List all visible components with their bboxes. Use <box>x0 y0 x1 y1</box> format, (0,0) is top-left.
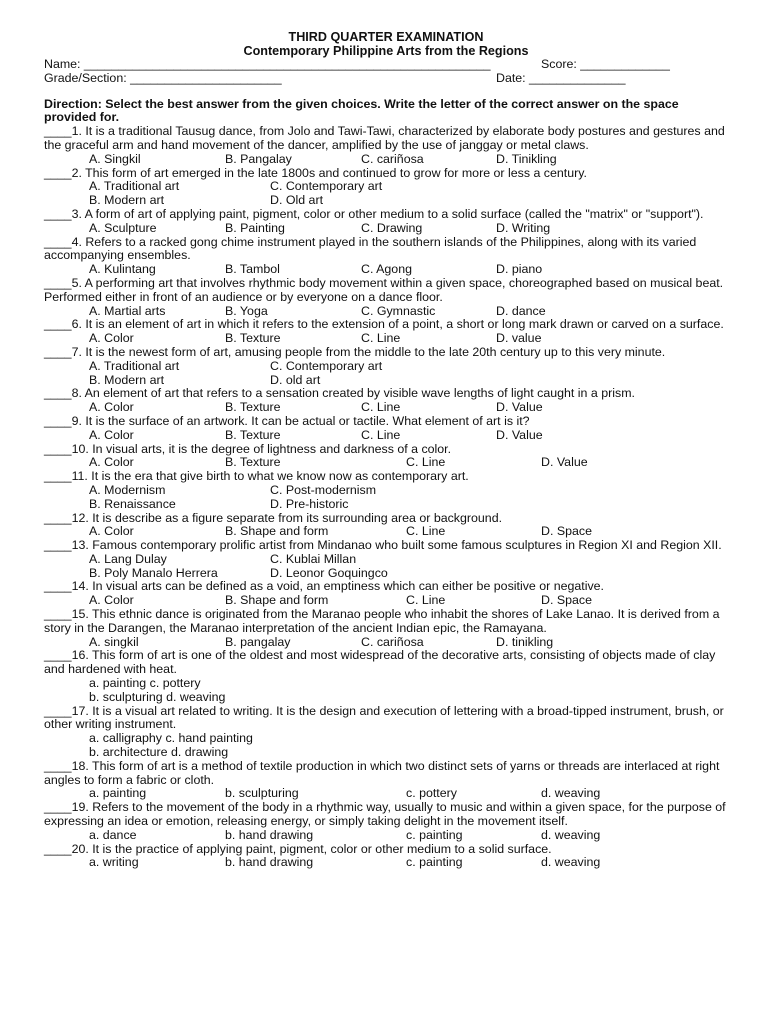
option-row <box>44 829 728 843</box>
question-item <box>44 236 728 277</box>
answer-option: C. Drawing <box>361 220 423 235</box>
option-row <box>44 732 728 746</box>
grade-date-row <box>44 72 728 86</box>
question-item <box>44 443 728 471</box>
question-text: ____18. This form of art is a method of textile production in which two distinct sets of yarns or threads are interlaced at right angles to form a fabric or cloth. <box>44 758 720 787</box>
answer-option: B. Texture <box>225 331 281 346</box>
answer-option: C. cariñosa <box>361 151 424 166</box>
name-field[interactable]: Name: ___________________________________________________________ <box>44 57 491 71</box>
answer-option: b. sculpturing <box>225 786 299 801</box>
answer-option: A. Color <box>89 593 134 608</box>
grade-section-field[interactable]: Grade/Section: ______________________ <box>44 70 282 85</box>
answer-option: A. Martial arts <box>89 303 166 318</box>
answer-option: A. Lang Dulay <box>89 551 167 566</box>
answer-option: b. architecture d. drawing <box>89 745 229 760</box>
answer-option: D. dance <box>496 303 546 318</box>
answer-option: A. Color <box>89 400 134 415</box>
answer-option: B. Painting <box>225 220 285 235</box>
answer-option: d. weaving <box>541 855 601 870</box>
answer-option: A. Color <box>89 427 134 442</box>
option-row <box>44 194 728 208</box>
question-list <box>44 125 728 870</box>
question-text: ____4. Refers to a racked gong chime instrument played in the southern islands of the Philippines, along with its varied accompanying ensembles. <box>44 234 697 263</box>
direction-text: Direction: Select the best answer from the given choices. Write the letter of the correct answer on the space provided for. <box>44 96 679 125</box>
answer-option: b. hand drawing <box>225 855 314 870</box>
question-text: ____12. It is describe as a figure separate from its surrounding area or background. <box>44 510 503 525</box>
option-row <box>44 677 728 691</box>
answer-option: B. Poly Manalo Herrera <box>89 565 218 580</box>
question-text: ____5. A performing art that involves rhythmic body movement within a given space, choreographed based on musical beat. Performed either in front of an audience or by everyone on a dance floor. <box>44 275 724 304</box>
exam-page <box>44 30 728 870</box>
question-text: ____14. In visual arts can be defined as a void, an emptiness which can either be positive or negative. <box>44 579 604 594</box>
answer-option: D. Value <box>496 400 543 415</box>
answer-option: D. Value <box>541 455 588 470</box>
option-row <box>44 153 728 167</box>
question-text: ____1. It is a traditional Tausug dance, from Jolo and Tawi-Tawi, characterized by elaborate body postures and gestures and the graceful arm and hand movement of the dancer, amplified by the use of janggay or metal claws. <box>44 124 725 152</box>
question-text: ____13. Famous contemporary prolific artist from Mindanao who built some famous sculptures in Region XI and Region XII. <box>44 538 722 553</box>
option-row <box>44 525 728 539</box>
answer-option: A. Singkil <box>89 151 141 166</box>
answer-option: D. Tinikling <box>496 151 557 166</box>
question-item <box>44 705 728 760</box>
option-row <box>44 374 728 388</box>
answer-option: D. old art <box>270 372 321 387</box>
answer-option: A. Color <box>89 331 134 346</box>
question-item <box>44 208 728 236</box>
option-row <box>44 305 728 319</box>
question-item <box>44 843 728 871</box>
answer-option: c. painting <box>406 855 463 870</box>
question-item <box>44 649 728 704</box>
answer-option: B. pangalay <box>225 634 291 649</box>
answer-option: D. Value <box>496 427 543 442</box>
option-row <box>44 787 728 801</box>
answer-option: b. sculpturing d. weaving <box>89 689 226 704</box>
question-text: ____9. It is the surface of an artwork. It can be actual or tactile. What element of art is it? <box>44 413 530 428</box>
date-field[interactable]: Date: ______________ <box>496 70 626 85</box>
answer-option: C. Post-modernism <box>270 482 377 497</box>
answer-option: C. Line <box>361 331 401 346</box>
option-row <box>44 222 728 236</box>
answer-option: D. value <box>496 331 542 346</box>
option-row <box>44 429 728 443</box>
answer-option: C. Contemporary art <box>270 179 383 194</box>
question-text: ____8. An element of art that refers to a sensation created by visible wave lengths of light caught in a prism. <box>44 386 635 401</box>
answer-option: D. tinikling <box>496 634 554 649</box>
question-item <box>44 470 728 511</box>
answer-option: a. painting c. pottery <box>89 676 201 691</box>
answer-option: D. Leonor Goquingco <box>270 565 388 580</box>
option-row <box>44 180 728 194</box>
question-text: ____11. It is the era that give birth to what we know now as contemporary art. <box>44 469 469 484</box>
option-row <box>44 484 728 498</box>
answer-option: b. hand drawing <box>225 827 314 842</box>
answer-option: B. Tambol <box>225 262 280 277</box>
answer-option: a. dance <box>89 827 137 842</box>
answer-option: d. weaving <box>541 786 601 801</box>
answer-option: B. Shape and form <box>225 524 329 539</box>
question-item <box>44 539 728 580</box>
exam-subtitle: Contemporary Philippine Arts from the Regions <box>243 44 529 58</box>
question-text: ____3. A form of art of applying paint, pigment, color or other medium to a solid surface (called the "matrix" or "support"). <box>44 206 704 221</box>
question-item <box>44 512 728 540</box>
answer-option: B. Texture <box>225 455 281 470</box>
score-field[interactable]: Score: _____________ <box>541 57 670 71</box>
answer-option: A. Color <box>89 455 134 470</box>
answer-option: D. Old art <box>270 193 324 208</box>
answer-option: D. piano <box>496 262 543 277</box>
question-text: ____7. It is the newest form of art, amusing people from the middle to the late 20th century up to this very minute. <box>44 344 666 359</box>
answer-option: A. Sculpture <box>89 220 157 235</box>
question-item <box>44 608 728 649</box>
question-text: ____19. Refers to the movement of the body in a rhythmic way, usually to music and within a given space, for the purpose of expressing an idea or emotion, releasing energy, or simply taking delight in the movement itself. <box>44 800 726 829</box>
answer-option: a. calligraphy c. hand painting <box>89 731 253 746</box>
answer-option: C. Line <box>406 455 446 470</box>
option-row <box>44 456 728 470</box>
option-row <box>44 691 728 705</box>
answer-option: B. Yoga <box>225 303 268 318</box>
answer-option: C. Line <box>361 427 401 442</box>
question-text: ____15. This ethnic dance is originated from the Maranao people who inhabit the shores of Lake Lanao. It is derived from a story in the Darangen, the Maranao interpretation of the ancient Indian epic, the Ramayana. <box>44 607 720 635</box>
option-row <box>44 360 728 374</box>
answer-option: C. cariñosa <box>361 634 424 649</box>
answer-option: B. Pangalay <box>225 151 292 166</box>
option-row <box>44 746 728 760</box>
question-item <box>44 415 728 443</box>
question-item <box>44 318 728 346</box>
answer-option: C. Line <box>361 400 401 415</box>
answer-option: B. Modern art <box>89 372 165 387</box>
answer-option: C. Gymnastic <box>361 303 436 318</box>
option-row <box>44 401 728 415</box>
question-text: ____6. It is an element of art in which it refers to the extension of a point, a short or long mark drawn or carved on a surface. <box>44 317 724 332</box>
question-text: ____16. This form of art is one of the oldest and most widespread of the decorative arts, consisting of objects made of clay and hardened with heat. <box>44 648 716 677</box>
option-row <box>44 636 728 650</box>
option-row <box>44 498 728 512</box>
answer-option: C. Line <box>406 524 446 539</box>
answer-option: a. writing <box>89 855 139 870</box>
answer-option: C. Kublai Millan <box>270 551 357 566</box>
name-score-row <box>44 58 728 72</box>
question-item <box>44 801 728 842</box>
answer-option: B. Texture <box>225 400 281 415</box>
option-row <box>44 553 728 567</box>
answer-option: D. Space <box>541 593 592 608</box>
answer-option: C. Contemporary art <box>270 358 383 373</box>
question-item <box>44 760 728 801</box>
question-item <box>44 277 728 318</box>
answer-option: d. weaving <box>541 827 601 842</box>
question-text: ____2. This form of art emerged in the late 1800s and continued to grow for more or less a century. <box>44 165 587 180</box>
answer-option: D. Space <box>541 524 592 539</box>
answer-option: D. Writing <box>496 220 551 235</box>
question-item <box>44 346 728 387</box>
answer-option: c. painting <box>406 827 463 842</box>
answer-option: A. Color <box>89 524 134 539</box>
question-text: ____17. It is a visual art related to writing. It is the design and execution of lettering with a broad-tipped instrument, brush, or other writing instrument. <box>44 703 724 732</box>
answer-option: B. Renaissance <box>89 496 176 511</box>
answer-option: A. Traditional art <box>89 179 180 194</box>
option-row <box>44 594 728 608</box>
question-item <box>44 125 728 166</box>
answer-option: A. singkil <box>89 634 139 649</box>
answer-option: B. Shape and form <box>225 593 329 608</box>
question-text: ____20. It is the practice of applying paint, pigment, color or other medium to a solid surface. <box>44 841 552 856</box>
answer-option: c. pottery <box>406 786 457 801</box>
answer-option: B. Modern art <box>89 193 165 208</box>
question-item <box>44 580 728 608</box>
answer-option: C. Agong <box>361 262 412 277</box>
answer-option: A. Traditional art <box>89 358 180 373</box>
option-row <box>44 332 728 346</box>
option-row <box>44 856 728 870</box>
answer-option: a. painting <box>89 786 147 801</box>
option-row <box>44 567 728 581</box>
exam-title: THIRD QUARTER EXAMINATION <box>288 30 484 44</box>
question-text: ____10. In visual arts, it is the degree of lightness and darkness of a color. <box>44 441 452 456</box>
answer-option: D. Pre-historic <box>270 496 349 511</box>
answer-option: A. Kulintang <box>89 262 156 277</box>
answer-option: A. Modernism <box>89 482 166 497</box>
question-item <box>44 167 728 208</box>
option-row <box>44 263 728 277</box>
answer-option: C. Line <box>406 593 446 608</box>
question-item <box>44 387 728 415</box>
answer-option: B. Texture <box>225 427 281 442</box>
